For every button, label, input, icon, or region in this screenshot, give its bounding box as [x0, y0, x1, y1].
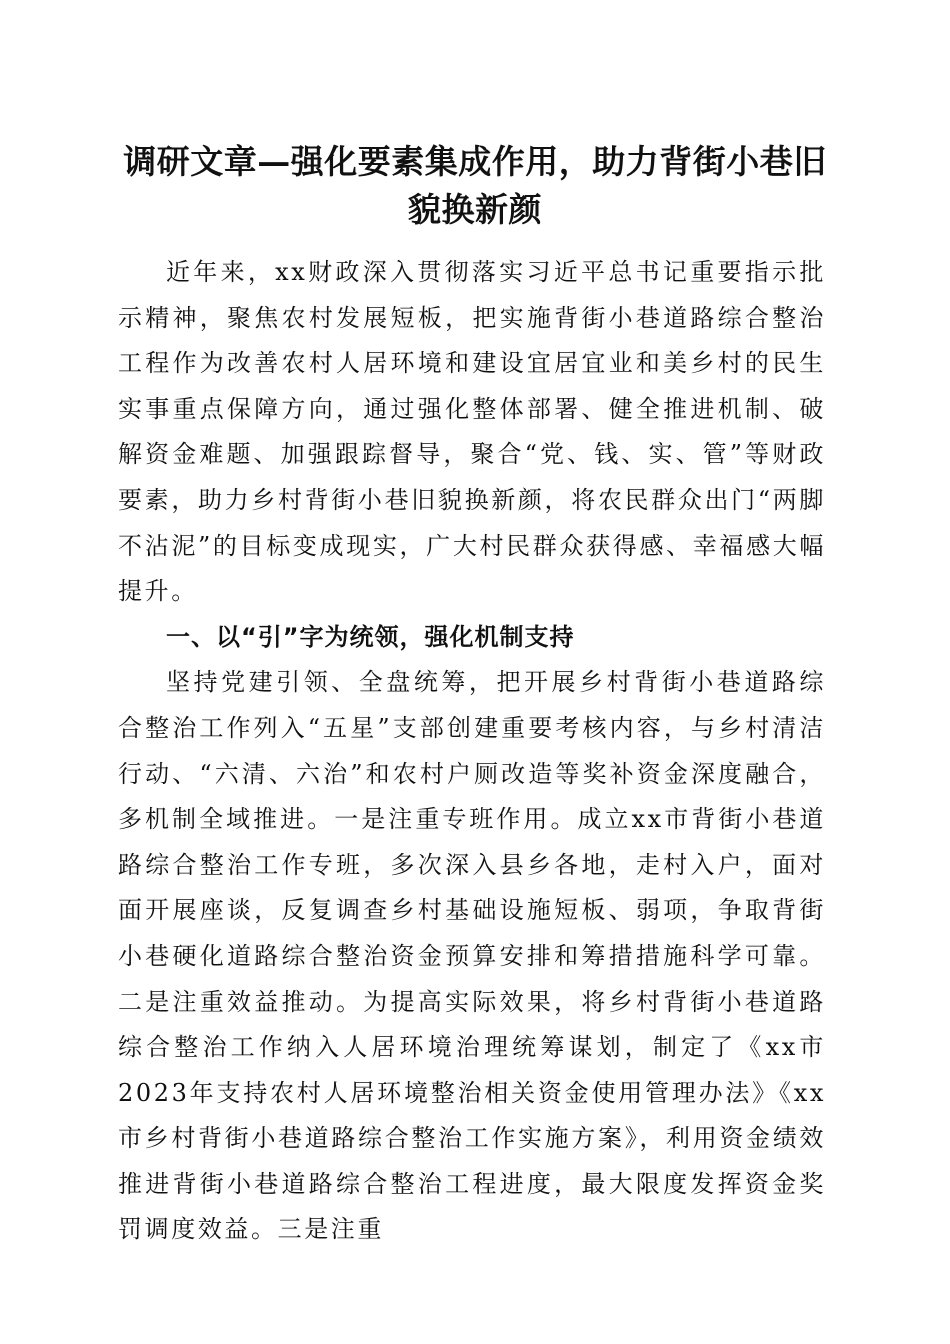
body-paragraph: 坚持党建引领、全盘统筹，把开展乡村背街小巷道路综合整治工作列入“五星”支部创建重要考核内容，与乡村清洁行动、“六清、六治”和农村户厕改造等奖补资金深度融合，多机制全域推进。一是注重专班作用。成立xx市背街小巷道路综合整治工作专班，多次深入县乡各地，走村入户，面对面开展座谈，反复调查乡村基础设施短板、弱项，争取背街小巷硬化道路综合整治资金预算安排和筹措措施科学可靠。二是注重效益推动。为提高实际效果，将乡村背街小巷道路综合整治工作纳入人居环境治理统筹谋划，制定了《xx市2023年支持农村人居环境整治相关资金使用管理办法》《xx市乡村背街小巷道路综合整治工作实施方案》，利用资金绩效推进背街小巷道路综合整治工程进度，最大限度发挥资金奖罚调度效益。三是注重 [118, 668, 826, 1244]
section-heading: 一、以“引”字为统领，强化机制支持 [166, 622, 575, 651]
intro-paragraph: 近年来，xx财政深入贯彻落实习近平总书记重要指示批示精神，聚焦农村发展短板，把实施背街小巷道路综合整治工程作为改善农村人居环境和建设宜居宜业和美乡村的民生实事重点保障方向，通过强化整体部署、健全推进机制、破解资金难题、加强跟踪督导，聚合“党、钱、实、管”等财政要素，助力乡村背街小巷旧貌换新颜，将农民群众出门“两脚不沾泥”的目标变成现实，广大村民群众获得感、幸福感大幅提升。 [118, 258, 826, 606]
document-title: 调研文章—强化要素集成作用，助力背街小巷旧貌换新颜 [123, 142, 827, 229]
document-body [118, 250, 826, 1253]
